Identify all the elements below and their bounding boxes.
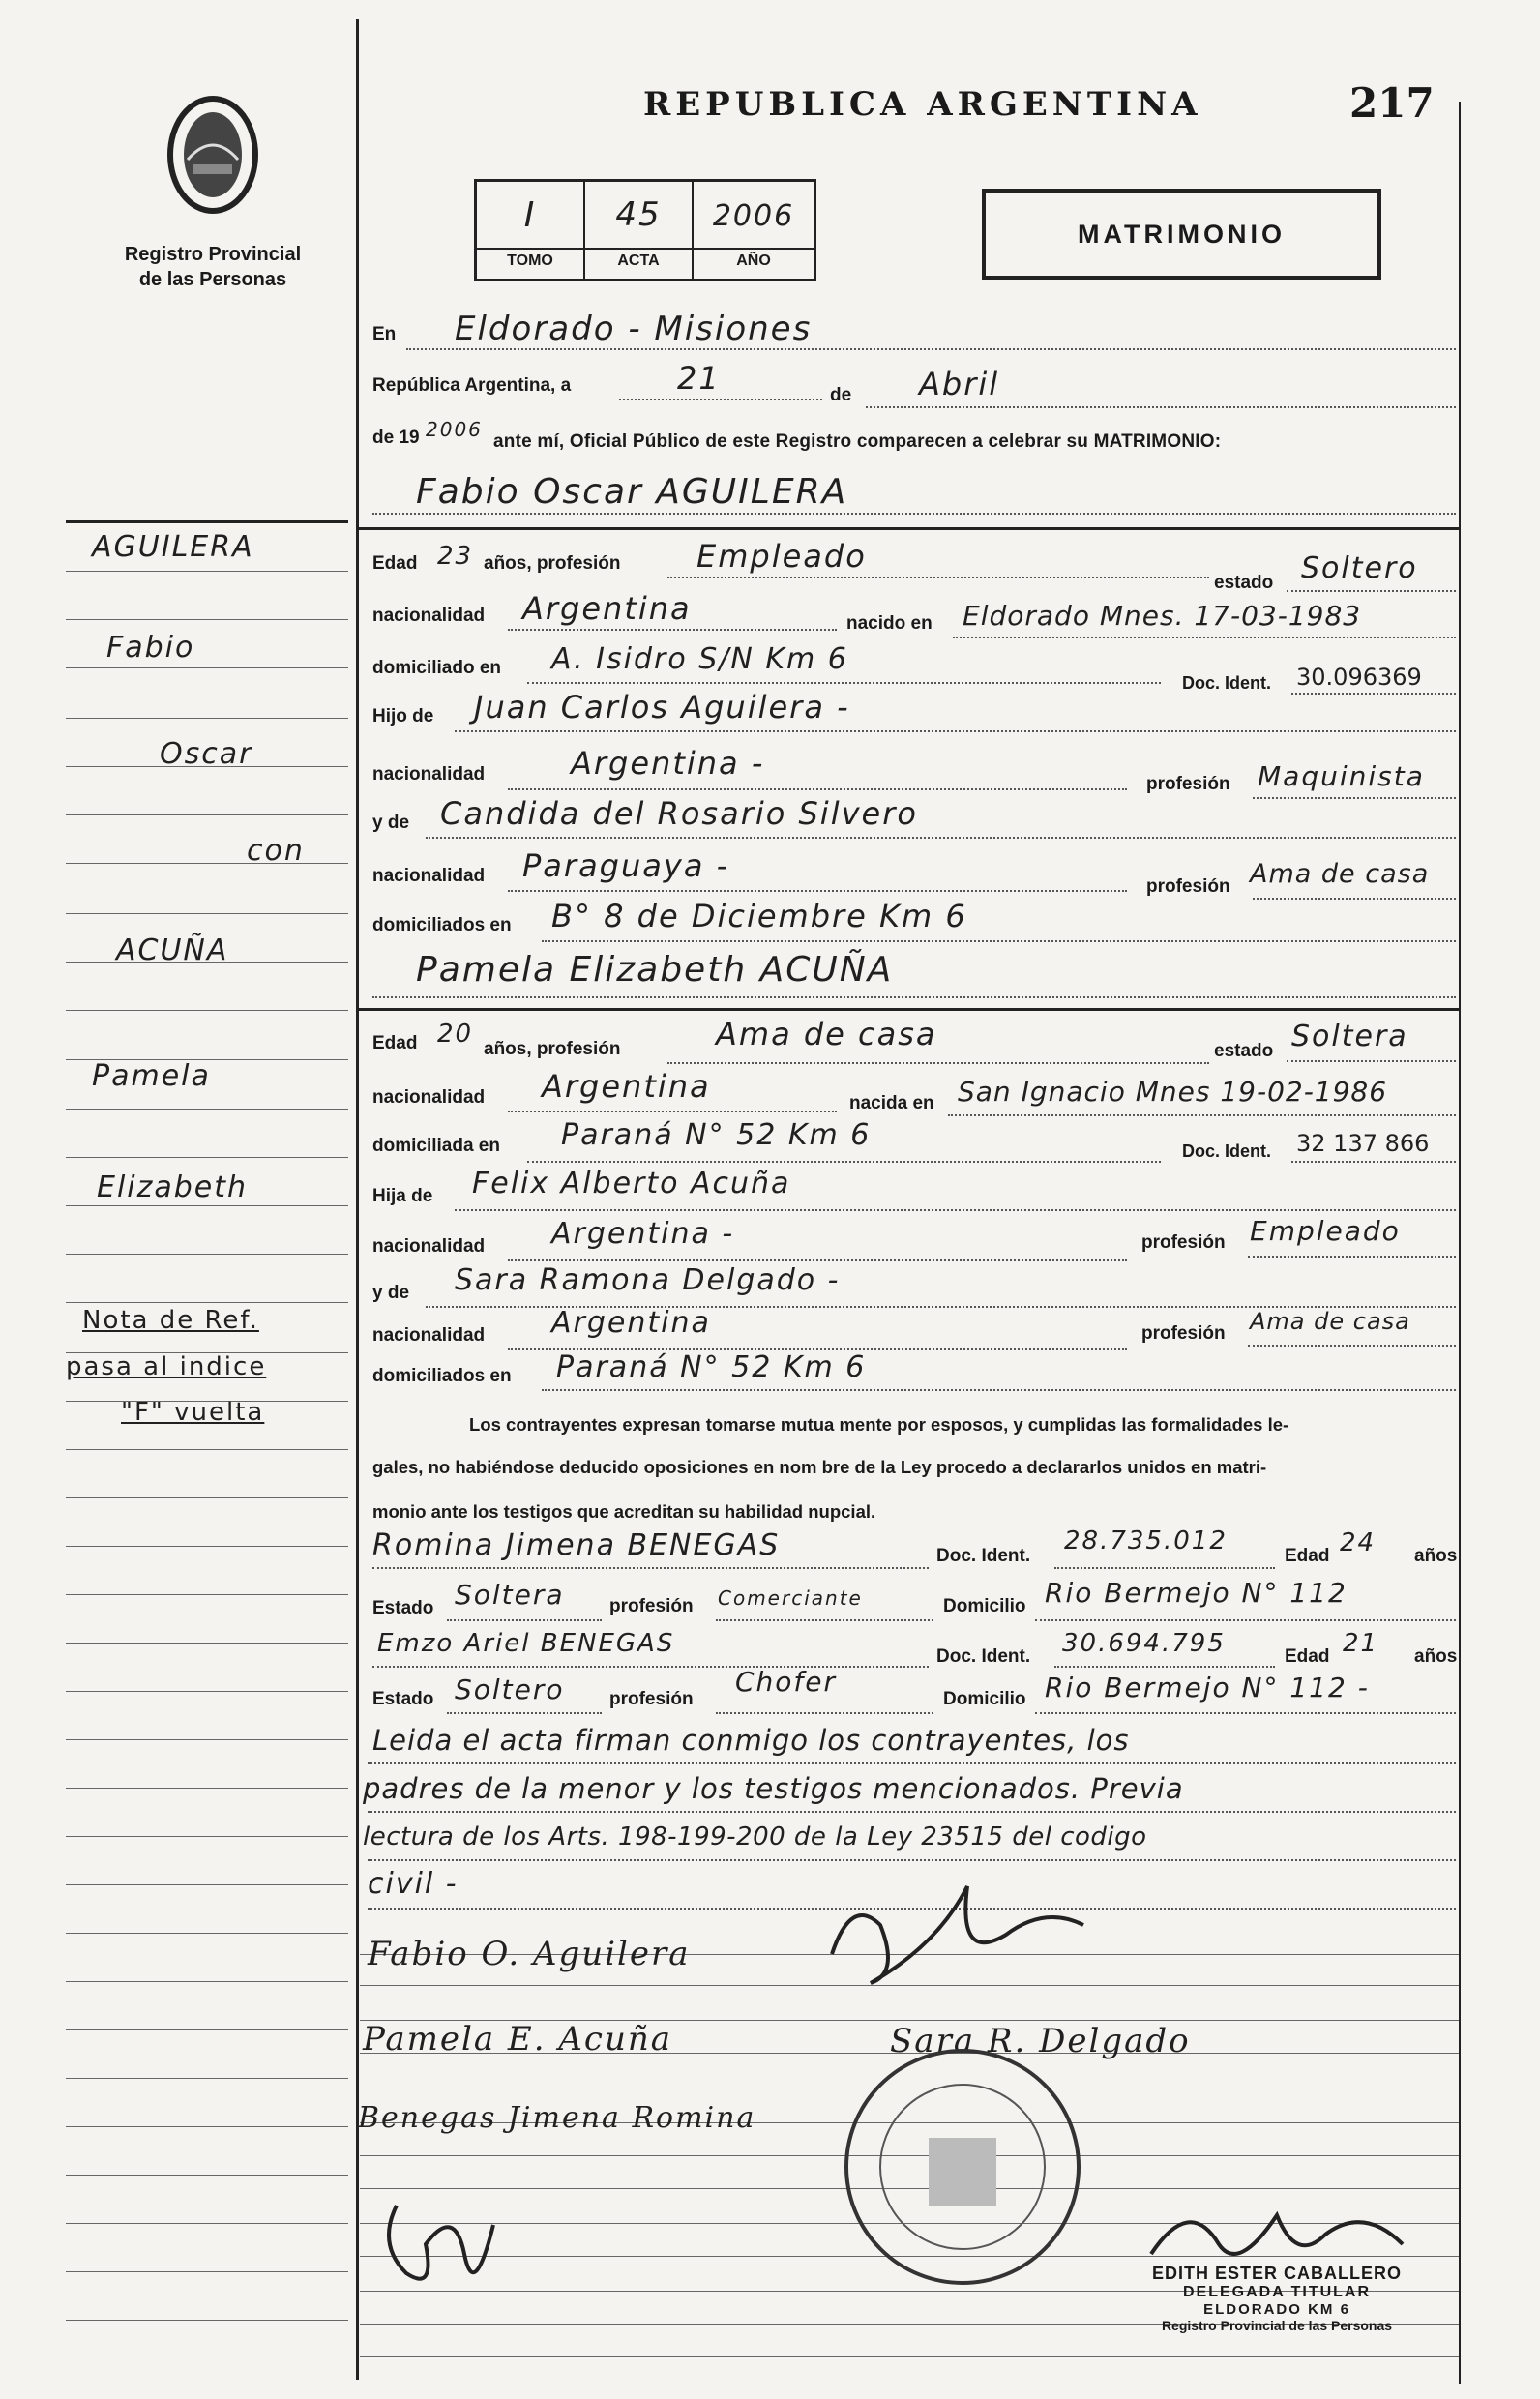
bride-domicilio: Paraná N° 52 Km 6 bbox=[561, 1118, 872, 1152]
registry-line2: de las Personas bbox=[138, 269, 287, 290]
bride-edad-label: Edad bbox=[372, 1033, 418, 1053]
bride-madre-prof-label: profesión bbox=[1141, 1323, 1226, 1344]
bride-padre-nac-label: nacionalidad bbox=[372, 1236, 486, 1257]
bride-nacida-label: nacida en bbox=[849, 1093, 934, 1113]
bride-hija-label: Hija de bbox=[372, 1186, 433, 1206]
groom-name: Fabio Oscar AGUILERA bbox=[416, 472, 848, 512]
bride-madre-nac-label: nacionalidad bbox=[372, 1325, 486, 1346]
record-box bbox=[474, 179, 816, 281]
official-stamp-line3: ELDORADO KM 6 bbox=[1203, 2301, 1350, 2318]
bride-doc: 32 137 866 bbox=[1296, 1130, 1430, 1157]
witness2-edad: 21 bbox=[1343, 1629, 1379, 1658]
page-number: 217 bbox=[1349, 79, 1435, 127]
witness2-edad-label: Edad bbox=[1285, 1646, 1330, 1667]
year-prefix: de 19 bbox=[372, 428, 420, 448]
acta-value: 45 bbox=[615, 195, 662, 234]
witness2-prof-label: profesión bbox=[609, 1689, 694, 1709]
groom-nacionalidad: Argentina bbox=[522, 590, 692, 627]
witness1-anos: años bbox=[1414, 1546, 1458, 1566]
acta-label: ACTA bbox=[617, 252, 660, 269]
witness2-name: Emzo Ariel BENEGAS bbox=[377, 1629, 675, 1658]
witness1-doc-label: Doc. Ident. bbox=[936, 1546, 1031, 1566]
day: 21 bbox=[677, 360, 721, 397]
bride-padres-dom: Paraná N° 52 Km 6 bbox=[556, 1350, 867, 1384]
signature-3: Sara R. Delgado bbox=[890, 2022, 1191, 2060]
en-label: En bbox=[372, 324, 397, 344]
country-title: REPUBLICA ARGENTINA bbox=[643, 85, 1202, 124]
signature-4: Benegas Jimena Romina bbox=[358, 2101, 756, 2135]
bride-anos-profesion: años, profesión bbox=[484, 1039, 621, 1059]
witness2-doc: 30.694.795 bbox=[1062, 1629, 1226, 1658]
ano-value: 2006 bbox=[712, 199, 795, 233]
bride-profesion: Ama de casa bbox=[716, 1016, 937, 1052]
bride-padre-prof: Empleado bbox=[1250, 1215, 1401, 1247]
signature-1: Fabio O. Aguilera bbox=[368, 1935, 691, 1973]
bride-madre-prof: Ama de casa bbox=[1250, 1308, 1410, 1335]
republic-label: República Argentina, a bbox=[372, 375, 572, 396]
bride-yde-label: y de bbox=[372, 1283, 410, 1303]
bride-padre: Felix Alberto Acuña bbox=[472, 1167, 791, 1200]
groom-madre-nac: Paraguaya - bbox=[522, 847, 730, 884]
document-type: MATRIMONIO bbox=[1078, 219, 1286, 249]
groom-madre-prof: Ama de casa bbox=[1250, 859, 1430, 889]
witness1-estado: Soltera bbox=[455, 1579, 565, 1611]
margin-note2: pasa al indice bbox=[66, 1352, 267, 1381]
groom-madre-nac-label: nacionalidad bbox=[372, 866, 486, 886]
groom-padre-nac: Argentina - bbox=[571, 745, 765, 782]
bride-madre: Sara Ramona Delgado - bbox=[455, 1263, 841, 1297]
groom-hijo-label: Hijo de bbox=[372, 706, 434, 726]
ano-label: AÑO bbox=[736, 252, 771, 269]
witness2-estado: Soltero bbox=[455, 1673, 565, 1705]
bride-estado: Soltera bbox=[1291, 1020, 1408, 1053]
groom-madre-prof-label: profesión bbox=[1146, 876, 1230, 897]
witness2-estado-label: Estado bbox=[372, 1689, 434, 1709]
official-stamp-line1: EDITH ESTER CABALLERO bbox=[1151, 2264, 1402, 2283]
intro-sentence: ante mí, Oficial Público de este Registro comparecen a celebrar su MATRIMONIO: bbox=[493, 431, 1222, 452]
closing-line2: padres de la menor y los testigos mencionados. Previa bbox=[363, 1772, 1184, 1805]
closing-line3: lectura de los Arts. 198-199-200 de la Ley 23515 del codigo bbox=[363, 1822, 1147, 1851]
margin-name3: Pamela bbox=[92, 1059, 211, 1093]
groom-doc: 30.096369 bbox=[1296, 664, 1422, 691]
registry-line1: Registro Provincial bbox=[124, 244, 302, 265]
witness1-dom-label: Domicilio bbox=[943, 1596, 1026, 1616]
groom-madre: Candida del Rosario Silvero bbox=[440, 795, 918, 832]
provincial-seal-icon bbox=[164, 92, 261, 218]
witness1-estado-label: Estado bbox=[372, 1598, 434, 1618]
groom-doms-label: domiciliados en bbox=[372, 915, 512, 935]
bride-doms-label: domiciliados en bbox=[372, 1366, 512, 1386]
margin-surname: AGUILERA bbox=[92, 530, 254, 564]
tomo-value: I bbox=[523, 195, 537, 235]
groom-padre-prof: Maquinista bbox=[1258, 760, 1425, 792]
groom-padre-nac-label: nacionalidad bbox=[372, 764, 486, 785]
tomo-label: TOMO bbox=[507, 252, 553, 269]
groom-anos-profesion: años, profesión bbox=[484, 553, 621, 574]
official-stamp-line2: DELEGADA TITULAR bbox=[1182, 2284, 1372, 2300]
witness1-profesion: Comerciante bbox=[718, 1586, 863, 1610]
groom-nacido-label: nacido en bbox=[846, 613, 933, 634]
official-stamp bbox=[1103, 2264, 1451, 2333]
groom-padre-prof-label: profesión bbox=[1146, 774, 1230, 794]
groom-estado: Soltero bbox=[1301, 551, 1418, 585]
margin-surname2: ACUÑA bbox=[116, 933, 229, 967]
right-border bbox=[1459, 102, 1461, 2384]
margin-note3: "F" vuelta bbox=[121, 1398, 265, 1427]
witness1-name: Romina Jimena BENEGAS bbox=[372, 1528, 781, 1562]
groom-nac-label: nacionalidad bbox=[372, 606, 486, 626]
registry-title bbox=[77, 242, 348, 292]
legal-line3: monio ante los testigos que acreditan su habilidad nupcial. bbox=[372, 1501, 876, 1522]
bride-edad: 20 bbox=[437, 1020, 474, 1049]
bride-padre-nac: Argentina - bbox=[551, 1217, 735, 1251]
signature-2: Pamela E. Acuña bbox=[363, 2020, 673, 2058]
bride-nacida: San Ignacio Mnes 19-02-1986 bbox=[958, 1076, 1388, 1108]
bride-nacionalidad: Argentina bbox=[542, 1068, 711, 1105]
bride-estado-label: estado bbox=[1214, 1041, 1274, 1061]
groom-edad-label: Edad bbox=[372, 553, 418, 574]
witness1-domicilio: Rio Bermejo N° 112 bbox=[1045, 1577, 1348, 1609]
document-type-box bbox=[982, 189, 1381, 280]
groom-nacido: Eldorado Mnes. 17-03-1983 bbox=[962, 600, 1362, 632]
groom-edad: 23 bbox=[437, 542, 474, 571]
margin-divider bbox=[356, 19, 359, 2380]
de-label: de bbox=[830, 385, 852, 405]
margin-con: con bbox=[247, 834, 305, 868]
witness1-edad-label: Edad bbox=[1285, 1546, 1330, 1566]
groom-dom-label: domiciliado en bbox=[372, 658, 502, 678]
margin-note1: Nota de Ref. bbox=[82, 1306, 259, 1335]
bride-name: Pamela Elizabeth ACUÑA bbox=[416, 950, 894, 990]
year-hand: 2006 bbox=[426, 418, 483, 441]
legal-line1: Los contrayentes expresan tomarse mutua mente por esposos, y cumplidas las formalidades le- bbox=[469, 1414, 1289, 1435]
groom-padre: Juan Carlos Aguilera - bbox=[474, 689, 850, 726]
official-stamp-line4: Registro Provincial de las Personas bbox=[1161, 2318, 1393, 2333]
month: Abril bbox=[919, 366, 1000, 402]
margin-name4: Elizabeth bbox=[97, 1170, 249, 1204]
witness2-doc-label: Doc. Ident. bbox=[936, 1646, 1031, 1667]
witness2-dom-label: Domicilio bbox=[943, 1689, 1026, 1709]
witness1-prof-label: profesión bbox=[609, 1596, 694, 1616]
closing-line1: Leida el acta firman conmigo los contrayentes, los bbox=[372, 1724, 1130, 1757]
bride-padre-prof-label: profesión bbox=[1141, 1232, 1226, 1253]
official-signature-icon bbox=[813, 1867, 1103, 2012]
witness2-anos: años bbox=[1414, 1646, 1458, 1667]
witness2-domicilio: Rio Bermejo N° 112 - bbox=[1045, 1672, 1370, 1703]
bride-doc-label: Doc. Ident. bbox=[1182, 1141, 1272, 1161]
groom-domicilio: A. Isidro S/N Km 6 bbox=[551, 642, 848, 676]
groom-estado-label: estado bbox=[1214, 573, 1274, 593]
groom-profesion: Empleado bbox=[696, 538, 867, 575]
bride-madre-nac: Argentina bbox=[551, 1306, 711, 1340]
bride-nac-label: nacionalidad bbox=[372, 1087, 486, 1108]
witness2-profesion: Chofer bbox=[735, 1666, 838, 1698]
groom-padres-dom: B° 8 de Diciembre Km 6 bbox=[551, 898, 967, 934]
groom-doc-label: Doc. Ident. bbox=[1182, 673, 1272, 693]
groom-yde-label: y de bbox=[372, 813, 410, 833]
witness-signature-icon bbox=[368, 2167, 522, 2312]
witness1-doc: 28.735.012 bbox=[1064, 1526, 1228, 1555]
registry-stamp-icon bbox=[837, 2041, 1088, 2293]
witness1-edad: 24 bbox=[1340, 1528, 1377, 1557]
closing-line4: civil - bbox=[368, 1867, 459, 1901]
legal-line2: gales, no habiéndose deducido oposiciones en nom bre de la Ley procedo a declararlos unidos en matri- bbox=[372, 1457, 1267, 1477]
margin-name2: Oscar bbox=[160, 737, 253, 771]
place: Eldorado - Misiones bbox=[455, 310, 813, 348]
bride-dom-label: domiciliada en bbox=[372, 1136, 500, 1156]
margin-name1: Fabio bbox=[106, 631, 195, 665]
